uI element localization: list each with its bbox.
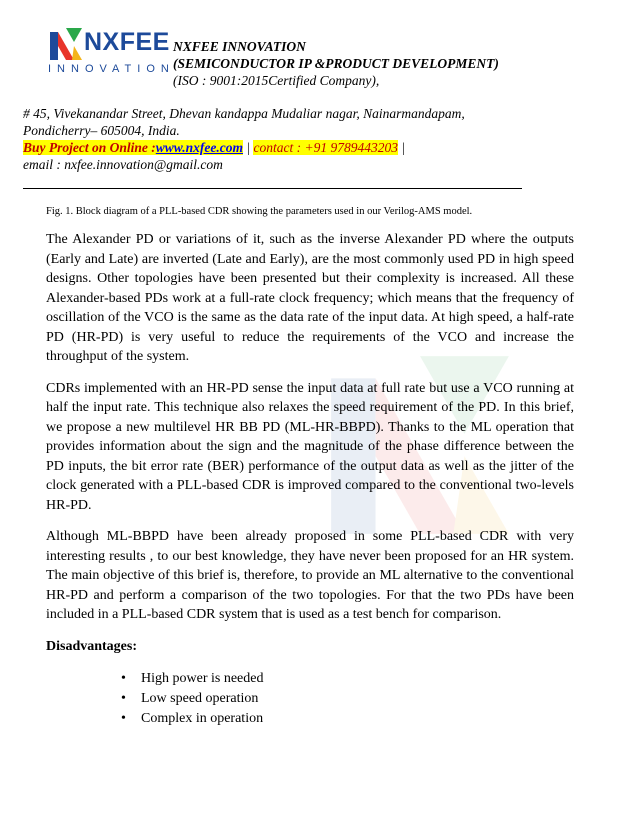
- body-text: [46, 230, 574, 729]
- buy-online-label: Buy Project on Online :: [23, 140, 156, 155]
- company-logo: [48, 26, 175, 82]
- contact-phone: contact : +91 9789443203: [253, 140, 398, 155]
- address-line-1: # 45, Vivekanandar Street, Dhevan kandappa Mudaliar nagar, Nainarmandapam,: [23, 106, 465, 121]
- header-divider: [23, 188, 522, 189]
- logo-wordmark: NXFEE: [84, 28, 170, 56]
- company-header: [173, 38, 499, 89]
- buy-online-highlight: [23, 140, 243, 155]
- list-item: • High power is needed: [121, 669, 574, 689]
- email-line: email : nxfee.innovation@gmail.com: [23, 157, 223, 172]
- separator-1: |: [243, 140, 254, 155]
- address-line-2: Pondicherry– 605004, India.: [23, 123, 180, 138]
- address-block: [23, 105, 465, 173]
- company-name: NXFEE INNOVATION: [173, 39, 306, 54]
- website-link[interactable]: www.nxfee.com: [155, 140, 244, 155]
- disadvantages-heading: Disadvantages:: [46, 638, 138, 654]
- contact-line: [23, 139, 465, 156]
- figure-caption: Fig. 1. Block diagram of a PLL-based CDR showing the parameters used in our Verilog-AMS model.: [46, 206, 473, 217]
- paragraph-3: Although ML-BBPD have been already proposed in some PLL-based CDR with very interesting results , to our best knowledge, they have never been proposed for an HR system. The main objective of this brief is, therefore, to provide an ML alternative to the conventional HR-PD and perform a comparison of the two topologies. For that the two PDs have been included in a PLL-based CDR system that is used as a test bench for comparison.: [46, 529, 574, 622]
- disadvantages-list: [46, 669, 574, 729]
- company-iso: (ISO : 9001:2015Certified Company),: [173, 73, 380, 88]
- separator-2: |: [397, 140, 406, 155]
- nx-logo-icon: [48, 26, 84, 62]
- paragraph-1: The Alexander PD or variations of it, such as the inverse Alexander PD where the outputs (Early and Late) are inverted (Late and Early), are the most commonly used PD in high speed designs. Other topologies have been presented but their complexity is increased. All these Alexander-based PDs work at a full-rate clock frequency; which means that the frequency of oscillation of the VCO is the same as the data rate of the input data. At high speed, a half-rate PD (HR-PD) is very useful to reduce the requirements of the VCO and increase the throughput of the system.: [46, 232, 574, 364]
- paragraph-2: CDRs implemented with an HR-PD sense the input data at full rate but use a VCO running at half the input rate. This technique also relaxes the speed requirement of the PD. In this brief, we propose a new multilevel HR BB PD (ML-HR-BBPD). Thanks to the ML operation that provides information about the sign and the magnitude of the phase difference between the PD inputs, the bit error rate (BER) performance of the output data as well as the jitter of the clock generated with a PLL-based CDR is improved compared to the conventional two-levels HR-PD.: [46, 380, 574, 513]
- list-item: • Low speed operation: [121, 689, 574, 709]
- logo-subtitle: INNOVATION: [48, 63, 175, 75]
- list-item: • Complex in operation: [121, 709, 574, 729]
- company-tagline: (SEMICONDUCTOR IP &PRODUCT DEVELOPMENT): [173, 56, 499, 71]
